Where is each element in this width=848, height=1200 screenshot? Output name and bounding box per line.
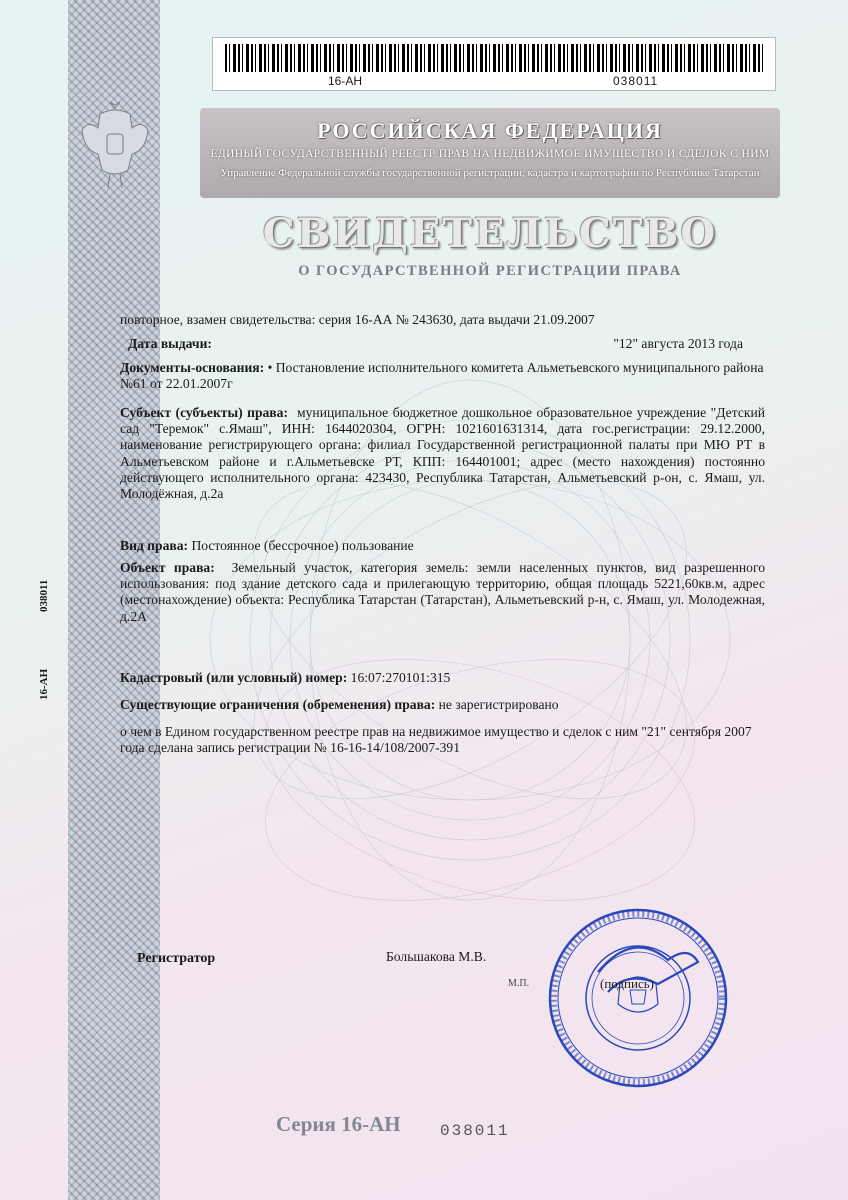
agency-title: Управление Федеральной службы государственной регистрации, кадастра и картографии по Республике Татарстан <box>220 167 760 179</box>
barcode-number: 038011 <box>613 74 659 88</box>
registrar-label: Регистратор <box>137 951 216 966</box>
seal-place-label: М.П. <box>508 978 530 989</box>
registry-title: ЕДИНЫЙ ГОСУДАРСТВЕННЫЙ РЕЕСТР ПРАВ НА НЕДВИЖИМОЕ ИМУЩЕСТВО И СДЕЛОК С НИМ <box>210 148 770 160</box>
documents-value: • Постановление исполнительного комитета Альметьевского муниципального района №61 от 22.01.2007г <box>120 360 764 392</box>
object-label: Объект права: <box>120 560 215 575</box>
barcode-series: 16-АН <box>328 74 363 88</box>
documents-label: Документы-основания: <box>120 360 265 375</box>
cadastral-block <box>120 670 765 686</box>
record-text: о чем в Едином государственном реестре прав на недвижимое имущество и сделок с ним "21" сентября 2007 года сделана запись регистрации № 16-16-14/108/2007-391 <box>120 724 752 756</box>
side-number: 038011 <box>38 579 50 612</box>
encumbrance-value: не зарегистрировано <box>438 697 559 712</box>
coat-of-arms-icon <box>80 100 150 192</box>
encumbrance-block <box>120 697 765 713</box>
object-value: Земельный участок, категория земель: земли населенных пунктов, вид разрешенного использования: под здание детского сада и прилегающую территорию, общая площадь 5221,60кв.м, адрес (местонахождение) объекта: Республика Татарстан (Татарстан), Альметьевский р-н, с. Ямаш, ул. Молодежная, д.2А <box>120 560 765 624</box>
side-series: 16-АН <box>38 668 50 700</box>
document-subtitle: О ГОСУДАРСТВЕННОЙ РЕГИСТРАЦИИ ПРАВА <box>298 263 682 279</box>
subject-label: Субъект (субъекты) права: <box>120 405 288 420</box>
footer-series: Серия 16-АН <box>276 1112 401 1136</box>
object-block <box>120 560 765 625</box>
registrar-name: Большакова М.В. <box>386 949 487 964</box>
right-type-value: Постоянное (бессрочное) пользование <box>191 538 414 553</box>
issue-date-label: Дата выдачи: <box>128 336 212 351</box>
encumbrance-label: Существующие ограничения (обременения) права: <box>120 697 436 712</box>
repeat-note: повторное, взамен свидетельства: серия 16-АА № 243630, дата выдачи 21.09.2007 <box>120 312 595 327</box>
footer-number: 038011 <box>440 1122 510 1140</box>
subject-value: муниципальное бюджетное дошкольное образовательное учреждение "Детский сад "Теремок" с.Ямаш", ИНН: 1644020304, ОГРН: 1021601631314, дата гос.регистрации: 29.12.2000, наименование регистрирующего органа: филиал Государственной регистрационной палаты при МЮ РТ в Альметьевском районе и г.Альметьевске РТ, КПП: 164401001; адрес (место нахождения) постоянно действующего исполнительного органа: 423430, Республика Татарстан, Альметьевский р-он, с. Ямаш, ул. Молодёжная, д.2а <box>120 405 766 502</box>
barcode <box>225 44 763 72</box>
issue-date-value: "12" августа 2013 года <box>613 336 743 351</box>
official-seal-stamp <box>538 900 738 1092</box>
cadastral-value: 16:07:270101:315 <box>350 670 451 685</box>
right-type-block <box>120 538 765 554</box>
document-title: СВИДЕТЕЛЬСТВО <box>262 210 718 257</box>
barcode-box <box>212 37 776 91</box>
country-title: РОССИЙСКАЯ ФЕДЕРАЦИЯ <box>317 118 663 143</box>
issue-date-row <box>128 336 743 352</box>
documents-block <box>120 360 765 392</box>
right-type-label: Вид права: <box>120 538 189 553</box>
subject-block <box>120 405 765 502</box>
signature-caption: (подпись) <box>600 976 654 991</box>
cadastral-label: Кадастровый (или условный) номер: <box>120 670 348 685</box>
